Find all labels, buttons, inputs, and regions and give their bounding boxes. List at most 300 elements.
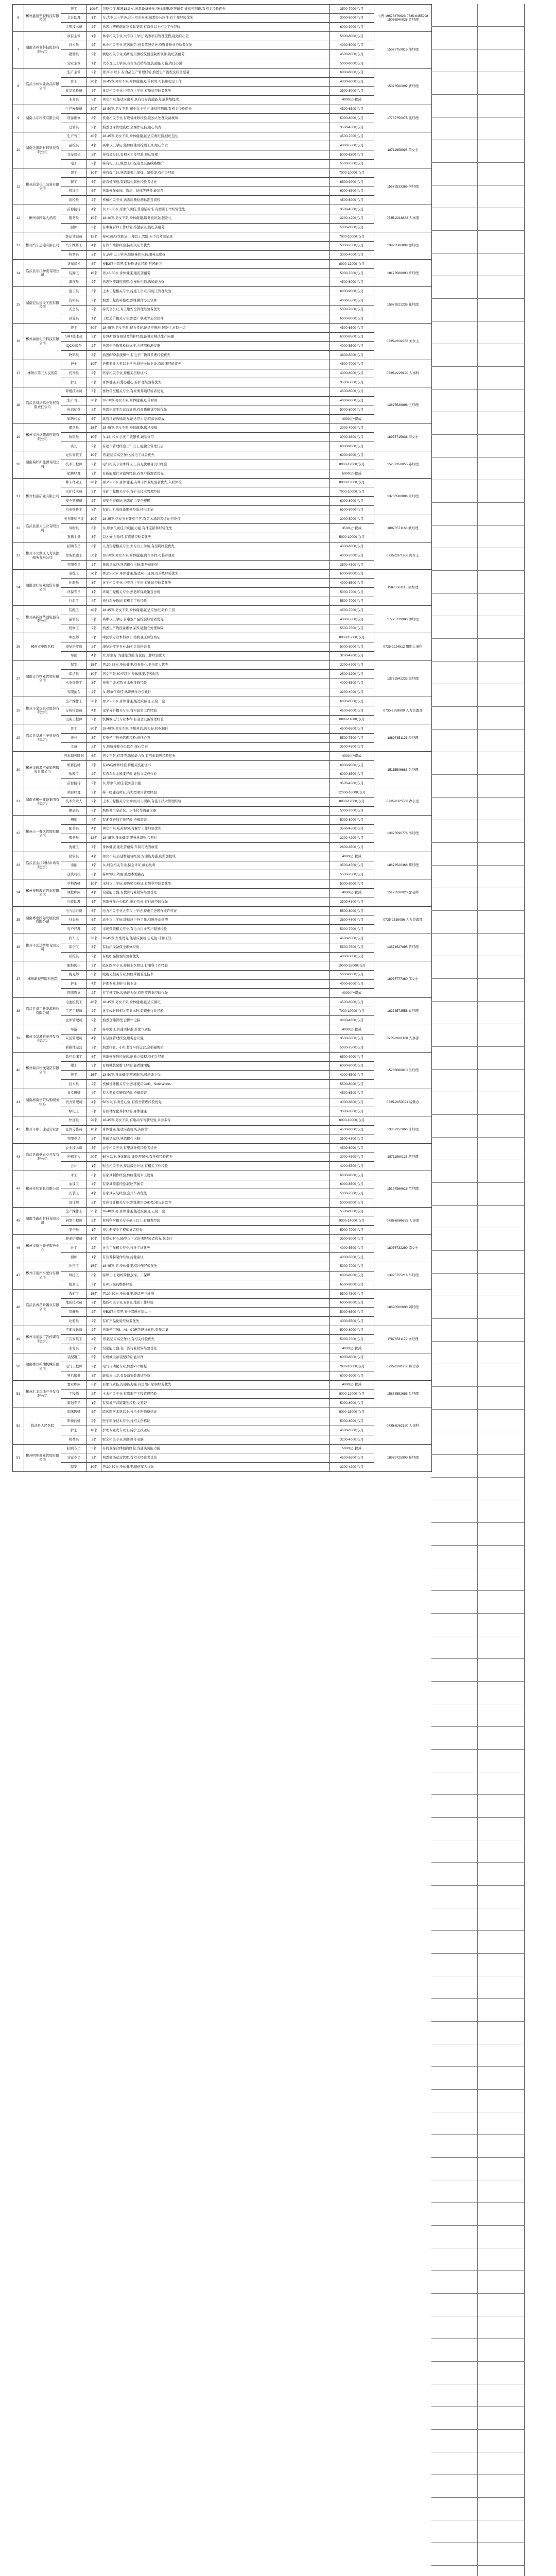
requirements-cell: 男女不限,60岁以下,身体健康,吃苦耐劳 <box>101 670 330 679</box>
requirements-cell: 有4S店维修经验,持相关技能证书 <box>101 761 330 770</box>
requirements-cell: 18-50岁,男女不限,身体健康,吃苦耐劳 <box>101 396 330 405</box>
requirements-cell: 男,20-50岁,身体健康,能适应倒班,五险一金 <box>101 697 330 706</box>
headcount-cell: 3名 <box>87 505 101 515</box>
salary-cell: 3000-5000元/月 <box>330 13 374 23</box>
company-name-cell: 湖南湘南学院后勤服务中心 <box>24 1089 61 1116</box>
row-number-cell: 19 <box>13 423 24 451</box>
requirements-cell: 身体健康,能吃苦耐劳,年龄可适当放宽 <box>101 843 330 852</box>
contact-cell: 18711960125 蒋经理 <box>374 1143 432 1171</box>
position-cell: 机修技师 <box>61 761 87 770</box>
salary-cell: 6000-8500元/月 <box>330 770 374 779</box>
table-row <box>13 324 432 333</box>
table-row <box>13 897 432 907</box>
requirements-cell: 持B2以上驾照,熟悉本地路况 <box>101 870 330 879</box>
position-cell: 社工 <box>61 1244 87 1253</box>
table-row <box>13 123 432 132</box>
salary-cell: 6000-9000元/月 <box>330 451 374 460</box>
position-cell: 保安 <box>61 1463 87 1472</box>
position-cell: 厨师 <box>61 1253 87 1262</box>
table-row <box>13 478 432 487</box>
table-row <box>13 943 432 952</box>
requirements-cell: 熟悉工程资料整理,熟练操作办公软件 <box>101 296 330 306</box>
company-name-cell: 郴州冶金化工装备有限公司 <box>24 168 61 205</box>
salary-cell: 7000-10000元/月 <box>330 168 374 178</box>
table-row <box>13 660 432 670</box>
salary-cell: 3500-5000元/月 <box>330 1234 374 1244</box>
company-name-cell: 湖南郴州粮油机械有限公司 <box>24 1353 61 1380</box>
position-cell: 挡车工 <box>61 934 87 943</box>
headcount-cell: 8名 <box>87 1380 101 1389</box>
table-row <box>13 314 432 324</box>
table-row <box>13 351 432 360</box>
position-cell: 抄表员 <box>61 916 87 925</box>
contact-cell: 15073560092 曹经理 <box>374 68 432 105</box>
salary-cell: 5500-7500元/月 <box>330 734 374 743</box>
table-row <box>13 168 432 178</box>
company-name-cell: 郴州市北湖区人力资源服务有限公司 <box>24 542 61 569</box>
salary-cell: 5500-7500元/月 <box>330 159 374 168</box>
table-row <box>13 788 432 798</box>
position-cell: 影像技师 <box>61 1417 87 1426</box>
requirements-cell: 男女不限,能适应出差,具有良好沟通能力,底薪加提成 <box>101 95 330 105</box>
salary-cell: 2800-3500元/月 <box>330 843 374 852</box>
headcount-cell: 3名 <box>87 970 101 979</box>
requirements-cell: 持安全资格证,熟悉矿山安全规程 <box>101 497 330 506</box>
table-row <box>13 1207 432 1216</box>
requirements-cell: 女,18-40岁,会使用收银机,诚实守信 <box>101 433 330 442</box>
headcount-cell: 2名 <box>87 159 101 168</box>
position-cell: 招聘专员 <box>61 542 87 551</box>
table-row <box>13 1244 432 1253</box>
position-cell: 平面设计师 <box>61 1326 87 1335</box>
position-cell: 品管员 <box>61 615 87 624</box>
salary-cell: 5000-7500元/月 <box>330 1189 374 1198</box>
company-name-cell: 临武县香花岭锡业有限公司 <box>24 1289 61 1326</box>
salary-cell: 4000元+提成 <box>330 1380 374 1389</box>
requirements-cell: 土木工程相关专业,持施工员证,有施工管理经验 <box>101 287 330 296</box>
position-cell: 采矿技术员 <box>61 487 87 497</box>
headcount-cell: 2名 <box>87 442 101 451</box>
requirements-cell: 大专及以上学历,有市场营销经验,沟通能力强,责任心强 <box>101 59 330 69</box>
requirements-cell: 材料科学相关专业硕士以上,有研发经验 <box>101 1216 330 1226</box>
table-row <box>13 187 432 196</box>
row-number-cell: 26 <box>13 633 24 660</box>
table-row <box>13 1234 432 1244</box>
requirements-cell: 本科以上学历,持教师资格证,有教学经验者优先 <box>101 879 330 889</box>
salary-cell: 5000-8000元/月 <box>330 1326 374 1335</box>
requirements-cell: 财会相关专业,持初级会计证,有相关工作经验 <box>101 1162 330 1171</box>
company-name-cell: 临武县金江钢材市场有限公司 <box>24 852 61 879</box>
salary-cell: 3000-4000元/月 <box>330 423 374 433</box>
position-cell: 设备工程师 <box>61 715 87 724</box>
row-number-cell: 49 <box>13 1326 24 1353</box>
requirements-cell: 有纺织设备保全维修经验 <box>101 943 330 952</box>
requirements-cell: 持焊工证,熟练掌握点焊、二保焊 <box>101 1271 330 1280</box>
table-row <box>13 1344 432 1353</box>
requirements-cell: 女,高中以上学历,熟练操作电脑,服务态度好 <box>101 250 330 260</box>
headcount-cell: 2名 <box>87 560 101 569</box>
headcount-cell: 4名 <box>87 1335 101 1344</box>
table-row <box>13 742 432 752</box>
table-row <box>13 68 432 77</box>
headcount-cell: 30名 <box>87 934 101 943</box>
requirements-cell: 农学相关专业,有果蔬种植经验者优先 <box>101 1143 330 1153</box>
position-cell: 汽车维修工 <box>61 241 87 250</box>
row-number-cell: 47 <box>13 1262 24 1289</box>
table-row <box>13 442 432 451</box>
salary-cell: 5000-7000元/月 <box>330 925 374 934</box>
contact-cell: 15073759815 邹经理 <box>374 32 432 69</box>
contact-cell: 18975715636 李女士 <box>374 423 432 451</box>
headcount-cell: 5名 <box>87 95 101 105</box>
salary-cell: 4000-6000元/月 <box>330 41 374 50</box>
table-row <box>13 697 432 706</box>
headcount-cell: 2名 <box>87 296 101 306</box>
table-row <box>13 287 432 296</box>
company-name-cell: 郴州市顺丰速运营业部 <box>24 1116 61 1143</box>
contact-cell: 15873552688 肖经理 <box>374 1380 432 1408</box>
headcount-cell: 3名 <box>87 633 101 642</box>
company-name-cell: 湖南瑞祥新能源有限公司 <box>24 451 61 478</box>
salary-cell: 5000元+提成 <box>330 469 374 479</box>
row-number-cell: 22 <box>13 515 24 542</box>
table-row <box>13 569 432 579</box>
salary-cell: 7000-10000元/月 <box>330 1362 374 1371</box>
headcount-cell: 5名 <box>87 178 101 187</box>
row-number-cell: 8 <box>13 68 24 105</box>
position-cell: 销售员 <box>61 852 87 861</box>
row-number-cell: 6 <box>13 5 24 32</box>
requirements-cell: 有矿山机电设备维修经验,持电工证 <box>101 505 330 515</box>
position-cell: 导游 <box>61 1025 87 1035</box>
headcount-cell: 15名 <box>87 232 101 242</box>
salary-cell: 4500-7000元/月 <box>330 132 374 141</box>
row-number-cell: 14 <box>13 260 24 287</box>
requirements-cell: 女,大专以上学历,会计相关专业,熟悉办公软件,有工作经验优先 <box>101 13 330 23</box>
table-row <box>13 396 432 405</box>
headcount-cell: 2名 <box>87 688 101 697</box>
headcount-cell: 2名 <box>87 497 101 506</box>
table-row <box>13 1143 432 1153</box>
position-cell: 技术工程师 <box>61 460 87 469</box>
salary-cell: 5000-8000元/月 <box>330 970 374 979</box>
requirements-cell: 有园林绿化养护经验,身体健康 <box>101 1107 330 1116</box>
salary-cell: 3500-5000元/月 <box>330 1034 374 1043</box>
requirements-cell: 熟悉物流调度流程,会操作电脑,沟通能力强 <box>101 278 330 287</box>
salary-cell: 6000-8000元/月 <box>330 68 374 77</box>
headcount-cell: 40名 <box>87 606 101 615</box>
requirements-cell: 工程造价相关专业,熟悉广联达等造价软件 <box>101 314 330 324</box>
table-row <box>13 1317 432 1326</box>
requirements-cell: 有家具安装经验,会开车者优先 <box>101 1189 330 1198</box>
requirements-cell: 男,35岁以下,有食品生产管理经验,熟悉生产流程及质量控制 <box>101 68 330 77</box>
table-row <box>13 433 432 442</box>
table-row <box>13 1098 432 1107</box>
contact-cell: 0735-2653021 后勤办 <box>374 1089 432 1116</box>
table-row <box>13 232 432 242</box>
requirements-cell: 有汽车钣金喷漆经验,能独立完成作业 <box>101 770 330 779</box>
position-cell: 光伏安装工 <box>61 451 87 460</box>
position-cell: 研发工程师 <box>61 1216 87 1226</box>
requirements-cell: 熟悉电商平台运营规则,有直播带货经验优先 <box>101 405 330 415</box>
headcount-cell: 4名 <box>87 651 101 660</box>
position-cell: 养老护理员 <box>61 1234 87 1244</box>
position-cell: 导购员 <box>61 524 87 533</box>
salary-cell: 3500元+提成 <box>330 524 374 533</box>
headcount-cell: 6名 <box>87 524 101 533</box>
salary-cell: 3800-4800元/月 <box>330 1016 374 1025</box>
headcount-cell: 3名 <box>87 287 101 296</box>
requirements-cell: 男,20-50岁,身体健康,有井下作业经验者优先,入职体检 <box>101 478 330 487</box>
requirements-cell: 护理专业,持护士执业证 <box>101 979 330 989</box>
table-row <box>13 1180 432 1189</box>
headcount-cell: 10名 <box>87 1463 101 1472</box>
salary-cell: 6500-9000元/月 <box>330 505 374 515</box>
row-number-cell: 52 <box>13 1408 24 1444</box>
headcount-cell: 2名 <box>87 1326 101 1335</box>
requirements-cell: 女,形象气质佳,沟通能力强,有珠宝销售经验优先 <box>101 524 330 533</box>
salary-cell: 4000-5500元/月 <box>330 342 374 351</box>
headcount-cell: 10名 <box>87 433 101 442</box>
requirements-cell: 男女不限,吃苦耐劳,有餐厅工作经验优先 <box>101 824 330 834</box>
salary-cell: 4500-7000元/月 <box>330 606 374 615</box>
requirements-cell: 普通话标准,熟练操作电脑,服务意识强 <box>101 560 330 569</box>
salary-cell: 5000-7000元/月 <box>330 806 374 816</box>
requirements-cell: 具有良好沟通能力,能适应出差,底薪加提成 <box>101 414 330 423</box>
table-row <box>13 633 432 642</box>
contact-cell: 18975777360 邝女士 <box>374 961 432 998</box>
row-number-cell: 9 <box>13 105 24 132</box>
salary-cell: 6000-9000元/月 <box>330 23 374 32</box>
salary-cell: 3500-5000元/月 <box>330 87 374 96</box>
salary-cell: 3000-3800元/月 <box>330 1098 374 1107</box>
salary-cell: 4000元+提成 <box>330 989 374 998</box>
position-cell: 工程师 <box>61 1389 87 1399</box>
headcount-cell: 3名 <box>87 542 101 551</box>
requirements-cell: 男,20-50岁,身体健康,退伍军人优先 <box>101 1463 330 1472</box>
row-number-cell: 27 <box>13 660 24 697</box>
requirements-cell: 18-50岁,身体健康,吃苦耐劳,可培训上岗 <box>101 1071 330 1080</box>
salary-cell: 3500-4500元/月 <box>330 123 374 132</box>
requirements-cell: 男女不限,有驾照,沟通能力强,有汽车销售经验优先 <box>101 752 330 761</box>
headcount-cell: 2名 <box>87 68 101 77</box>
position-cell: 电池组装工 <box>61 997 87 1007</box>
position-cell: 会计助理 <box>61 13 87 23</box>
position-cell: SMT技术员 <box>61 332 87 342</box>
table-row <box>13 360 432 369</box>
row-number-cell: 28 <box>13 697 24 724</box>
headcount-cell: 3名 <box>87 332 101 342</box>
salary-cell: 5500-7000元/月 <box>330 597 374 606</box>
position-cell: 店长 <box>61 442 87 451</box>
requirements-cell: 临床医学本科以上,持执业医师资格证 <box>101 1408 330 1417</box>
salary-cell: 6500-9000元/月 <box>330 1280 374 1290</box>
salary-cell: 5000-8000元/月 <box>330 1417 374 1426</box>
headcount-cell: 2名 <box>87 487 101 497</box>
table-row <box>13 1116 432 1125</box>
headcount-cell: 4名 <box>87 824 101 834</box>
requirements-cell: 男,20-55岁,身体健康,有责任心,退伍军人优先 <box>101 660 330 670</box>
row-number-cell: 45 <box>13 1207 24 1234</box>
salary-cell: 5000-8000元/月 <box>330 816 374 825</box>
salary-cell: 6000-9000元/月 <box>330 569 374 579</box>
headcount-cell: 4名 <box>87 1034 101 1043</box>
requirements-cell: 康复治疗学专业,持相关资格证书 <box>101 642 330 652</box>
position-cell: 仓管分拣员 <box>61 1125 87 1134</box>
requirements-cell: 临床医学专业,持执业医师证,有眼科工作经验 <box>101 961 330 971</box>
headcount-cell: 3名 <box>87 469 101 479</box>
position-cell: 叉车司机 <box>61 150 87 160</box>
position-cell: 模具工 <box>61 1280 87 1290</box>
table-row <box>13 305 432 314</box>
salary-cell: 10000-18000元/月 <box>330 961 374 971</box>
table-row <box>13 342 432 351</box>
headcount-cell: 2名 <box>87 50 101 59</box>
requirements-cell: 有SMT设备调试及维护经验,能独立解决生产问题 <box>101 332 330 342</box>
position-cell: 广告安装工 <box>61 1335 87 1344</box>
headcount-cell: 20名 <box>87 77 101 87</box>
table-row <box>13 1280 432 1290</box>
requirements-cell: 地质相关专业,有矿山地质工作经验 <box>101 1298 330 1308</box>
headcount-cell: 4名 <box>87 706 101 715</box>
requirements-cell: 电气相关专业本科以上,有光伏项目设计经验 <box>101 460 330 469</box>
headcount-cell: 2名 <box>87 1280 101 1290</box>
requirements-cell: 60岁以下,身体健康,能吃苦耐劳,有种植经验优先 <box>101 1153 330 1162</box>
row-number-cell: 11 <box>13 168 24 205</box>
requirements-cell: 食品相关专业,中专以上学历,有质检经验者优先 <box>101 87 330 96</box>
salary-cell: 4500-6000元/月 <box>330 706 374 715</box>
position-cell: 售票员 <box>61 250 87 260</box>
table-row <box>13 770 432 779</box>
headcount-cell: 100名 <box>87 5 101 14</box>
requirements-cell: 有大型食堂厨师经验,持健康证 <box>101 1089 330 1098</box>
salary-cell: 4500-6500元/月 <box>330 1453 374 1463</box>
table-row <box>13 1426 432 1435</box>
table-row <box>13 132 432 141</box>
requirements-cell: 形象气质佳,沟通能力强,有房地产销售经验优先 <box>101 1380 330 1389</box>
contact-cell: 17752750075 熊经理 <box>374 105 432 132</box>
position-cell: 井下作业工 <box>61 478 87 487</box>
company-name-cell: 郴州市华湘旅游开发有限公司 <box>24 1025 61 1053</box>
headcount-cell: 2名 <box>87 460 101 469</box>
contact-cell: 0735-2659999 人力资源部 <box>374 697 432 724</box>
headcount-cell: 30名 <box>87 105 101 114</box>
position-cell: 护工 <box>61 378 87 387</box>
position-cell: 文员 <box>61 742 87 752</box>
table-row <box>13 1444 432 1453</box>
salary-cell: 8000-13000元/月 <box>330 478 374 487</box>
headcount-cell: 3名 <box>87 615 101 624</box>
blank-form-columns <box>431 4 525 2576</box>
headcount-cell: 2名 <box>87 797 101 806</box>
position-cell: 业务员 <box>61 95 87 105</box>
requirements-cell: 持电工证,有物业水电维修经验 <box>101 679 330 688</box>
salary-cell: 3200-4200元/月 <box>330 651 374 660</box>
headcount-cell: 2名 <box>87 788 101 798</box>
headcount-cell: 3名 <box>87 250 101 260</box>
requirements-cell: 普通话标准,熟练操作电脑 <box>101 1134 330 1144</box>
contact-cell: 18890506608 刘经理 <box>374 1289 432 1326</box>
headcount-cell: 2名 <box>87 196 101 205</box>
company-name-cell: 郴州市宏达纺织有限公司 <box>24 934 61 961</box>
position-cell: 快递员 <box>61 1116 87 1125</box>
table-row <box>13 5 432 14</box>
headcount-cell: 4名 <box>87 141 101 150</box>
contact-cell: 18273573558 袁经理 <box>374 997 432 1025</box>
table-row <box>13 1134 432 1144</box>
position-cell: 设计师 <box>61 1198 87 1208</box>
requirements-cell: 有机械装配钳工经验,能看懂图纸 <box>101 1061 330 1071</box>
position-cell: 仓管员 <box>61 123 87 132</box>
row-number-cell: 37 <box>13 961 24 998</box>
headcount-cell: 2名 <box>87 642 101 652</box>
salary-cell: 5000-7000元/月 <box>330 1335 374 1344</box>
headcount-cell: 12名 <box>87 834 101 843</box>
requirements-cell: 18-35岁,热爱玉石雕刻工艺,有美术基础者优先,包吃住 <box>101 515 330 524</box>
salary-cell: 8000-15000元/月 <box>330 1408 374 1417</box>
company-name-cell: 湖南宏达建设工程有限公司 <box>24 287 61 324</box>
table-row <box>13 1153 432 1162</box>
requirements-cell: 能看懂图纸,有钢结构制作经验者优先 <box>101 178 330 187</box>
salary-cell: 4000-5500元/月 <box>330 1317 374 1326</box>
salary-cell: 7000-10000元/月 <box>330 232 374 242</box>
position-cell: 施工员 <box>61 287 87 296</box>
salary-cell: 8000-11000元/月 <box>330 715 374 724</box>
headcount-cell: 3名 <box>87 734 101 743</box>
headcount-cell: 2名 <box>87 405 101 415</box>
row-number-cell: 10 <box>13 132 24 168</box>
salary-cell: 4500-6500元/月 <box>330 1089 374 1098</box>
table-row <box>13 734 432 743</box>
salary-cell: 4000元+提成 <box>330 414 374 423</box>
position-cell: 选矿工 <box>61 1289 87 1298</box>
headcount-cell: 2名 <box>87 150 101 160</box>
table-row <box>13 515 432 524</box>
salary-cell: 8000-12000元/月 <box>330 260 374 269</box>
salary-cell: 6500-9000元/月 <box>330 1053 374 1062</box>
salary-cell: 6000-8500元/月 <box>330 1180 374 1189</box>
table-row <box>13 1308 432 1317</box>
position-cell: 生产操作工 <box>61 1207 87 1216</box>
company-name-cell: 郴州天一餐饮管理有限公司 <box>24 816 61 852</box>
headcount-cell: 3名 <box>87 1061 101 1071</box>
headcount-cell: 2名 <box>87 369 101 378</box>
table-row <box>13 870 432 879</box>
headcount-cell: 2名 <box>87 1317 101 1326</box>
row-number-cell: 25 <box>13 606 24 633</box>
table-row <box>13 724 432 734</box>
salary-cell: 3500-7000元/月 <box>330 5 374 14</box>
table-row <box>13 1189 432 1198</box>
table-row <box>13 451 432 460</box>
requirements-cell: 人力资源相关专业,大专以上学历,有招聘经验优先 <box>101 542 330 551</box>
headcount-cell: 2名 <box>87 23 101 32</box>
row-number-cell: 23 <box>13 542 24 569</box>
salary-cell: 8000-15000元/月 <box>330 633 374 642</box>
row-number-cell: 30 <box>13 752 24 788</box>
salary-cell: 4500-6000元/月 <box>330 196 374 205</box>
position-cell: 新媒体运营 <box>61 1043 87 1053</box>
table-row <box>13 542 432 551</box>
table-row <box>13 460 432 469</box>
headcount-cell: 2名 <box>87 1007 101 1016</box>
position-cell: IQC检验员 <box>61 342 87 351</box>
headcount-cell: 6名 <box>87 1353 101 1362</box>
headcount-cell: 1名 <box>87 1226 101 1235</box>
headcount-cell: 15名 <box>87 423 101 433</box>
salary-cell: 4000元+提成 <box>330 752 374 761</box>
position-cell: 装卸工 <box>61 268 87 278</box>
